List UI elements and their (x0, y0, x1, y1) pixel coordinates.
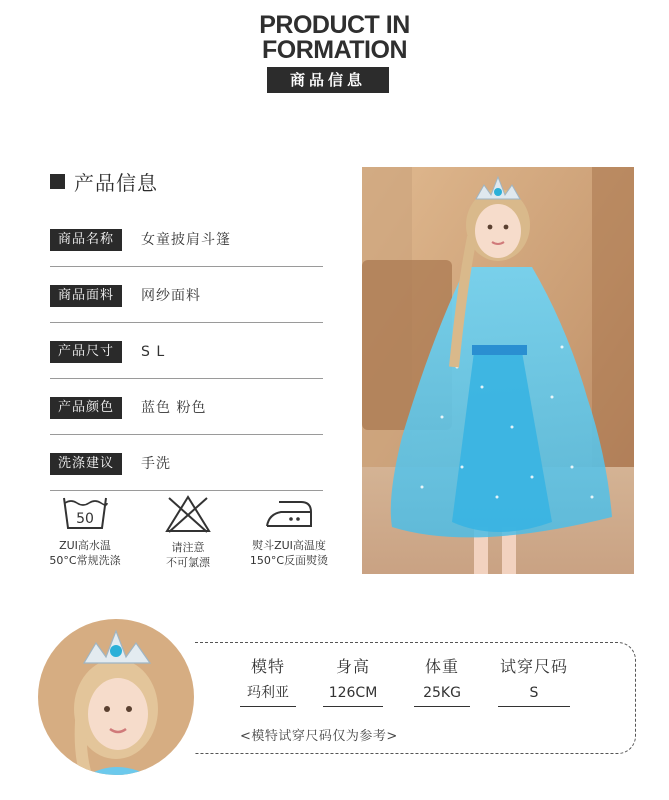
no-bleach-icon (164, 494, 212, 534)
info-row-fabric (50, 285, 323, 341)
info-value: S L (141, 344, 166, 360)
info-row-name (50, 229, 323, 285)
underline (240, 706, 296, 707)
square-bullet-icon (50, 174, 65, 189)
info-row-color (50, 397, 323, 453)
info-value: 女童披肩斗篷 (141, 232, 231, 248)
wash-temp-number: 50 (76, 511, 94, 527)
info-value: 蓝色 粉色 (141, 400, 207, 416)
wash-50-icon (61, 494, 109, 532)
row-divider (50, 434, 323, 435)
info-label: 商品名称 (50, 229, 122, 251)
product-photo (362, 167, 634, 574)
section-title-text: 产品信息 (74, 170, 158, 195)
info-label: 产品颜色 (50, 397, 122, 419)
model-col-weight: 体重 25KG (414, 656, 470, 707)
model-col-name: 模特 玛利亚 (240, 656, 296, 707)
row-divider (50, 266, 323, 267)
underline (414, 706, 470, 707)
model-col-size: 试穿尺码 S (498, 656, 570, 707)
header-title-en-line1: PRODUCT IN (259, 11, 410, 39)
info-label: 商品面料 (50, 285, 122, 307)
info-label: 产品尺寸 (50, 341, 122, 363)
underline (498, 706, 570, 707)
care-bleach (140, 494, 236, 570)
iron-icon (261, 494, 317, 532)
row-divider (50, 490, 323, 491)
underline (323, 706, 383, 707)
care-iron (241, 494, 337, 568)
model-avatar (38, 619, 194, 775)
model-col-height: 身高 126CM (323, 656, 383, 707)
row-divider (50, 322, 323, 323)
info-row-size (50, 341, 323, 397)
care-iron-text: 熨斗ZUI高温度 150°C反面熨烫 (249, 539, 329, 567)
row-divider (50, 378, 323, 379)
info-value: 手洗 (141, 456, 171, 472)
care-wash-text: ZUI高水温 50°C常规洗涤 (49, 539, 121, 567)
info-value: 网纱面料 (141, 288, 201, 304)
header-title-en-line2: FORMATION (261, 36, 407, 64)
header-title-cn: 商品信息 (267, 67, 389, 93)
section-title (50, 168, 158, 194)
care-bleach-text: 请注意 不可氯漂 (166, 541, 210, 569)
info-label: 洗涤建议 (50, 453, 122, 475)
model-note: <模特试穿尺码仅为参考> (240, 729, 398, 744)
care-wash (37, 494, 133, 568)
